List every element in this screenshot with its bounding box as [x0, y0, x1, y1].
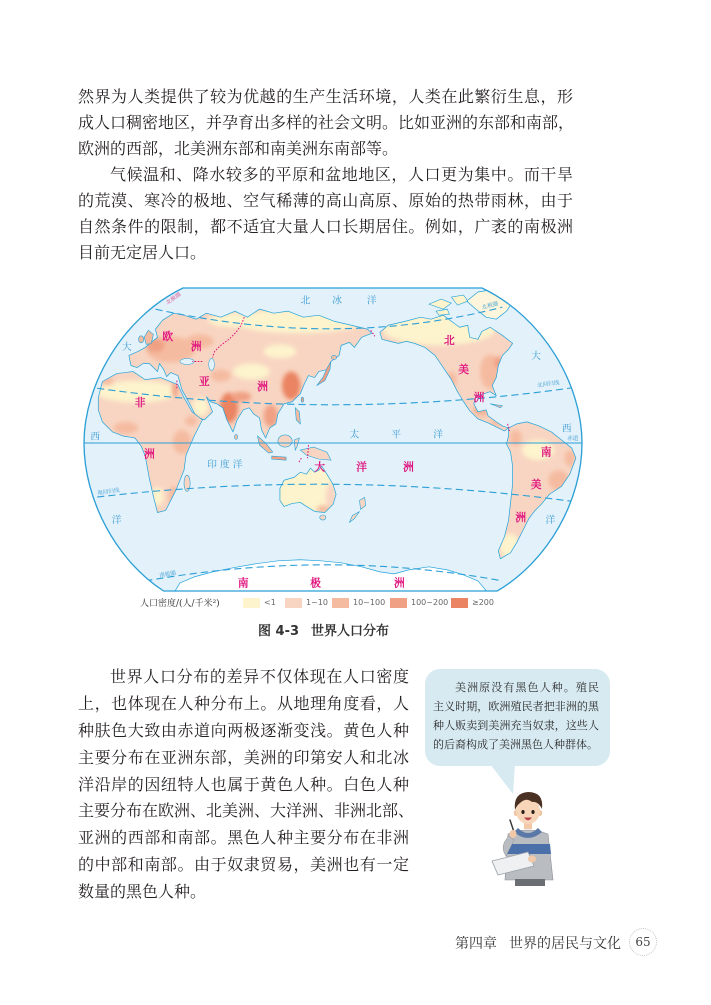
label-antarctica: 洲 — [393, 576, 405, 590]
figure-caption — [258, 620, 390, 639]
chapter-number: 第四章 — [455, 936, 497, 952]
text-line: 气候温和、降水较多的平原和盆地地区，人口更为集中。而干旱 — [110, 165, 573, 184]
label-arctic-ocean: 北 — [300, 295, 311, 307]
label-arctic-ocean: 洋 — [366, 295, 377, 307]
text-line: 的荒漠、寒冷的极地、空气稀薄的高山高原、原始的热带雨林，由于 — [78, 191, 573, 210]
label-europe: 洲 — [190, 339, 202, 353]
pants — [515, 879, 545, 886]
text-line: 的中部和南部。由于奴隶贸易，美洲也有一定 — [78, 855, 409, 875]
label-north-america: 美 — [458, 363, 469, 376]
label-pacific-ocean: 洋 — [433, 429, 443, 441]
label-atlantic-ocean-west: 洋 — [111, 515, 122, 526]
callout-line: 美洲原没有黑色人种。殖民 — [455, 681, 599, 694]
text-line: 上，也体现在人种分布上。从地理角度看，人 — [78, 693, 409, 713]
text-line: 种肤色大致由赤道向两极逐渐变浅。黄色人种 — [78, 720, 409, 740]
label-indian-ocean: 印 度 洋 — [207, 459, 243, 471]
legend-item-over-200 — [451, 597, 494, 608]
label-oceania: 洲 — [403, 460, 414, 474]
text-line: 亚洲的西部和南部。黑色人种主要分布在非洲 — [78, 828, 409, 848]
label-europe: 欧 — [162, 329, 174, 343]
text-line: 主要分布在欧洲、北美洲、大洋洲、非洲北部、 — [78, 801, 415, 821]
density-medium-area — [114, 422, 138, 434]
borneo — [278, 435, 292, 447]
black-sea — [180, 358, 194, 364]
label-atlantic-ocean-east: 大 — [531, 350, 541, 362]
label-africa: 洲 — [143, 447, 155, 461]
text-line: 世界人口分布的差异不仅体现在人口密度 — [110, 667, 409, 686]
label-atlantic-ocean-east: 洋 — [545, 515, 556, 526]
density-medium-area — [185, 416, 197, 426]
iceland — [124, 319, 134, 324]
label-arctic-circle: 北极圈 — [481, 301, 500, 312]
page-footer — [455, 933, 621, 953]
paragraph-2 — [78, 162, 573, 266]
page-number-badge — [629, 928, 657, 956]
label-atlantic-ocean-west: 西 — [90, 431, 101, 443]
student-character-illustration — [488, 784, 568, 894]
legend-swatch — [243, 598, 260, 608]
legend-label: 10~100 — [353, 598, 386, 607]
label-antarctic-circle: 南极圈 — [158, 570, 177, 580]
callout-line: 的后裔构成了美洲黑色人种群体。 — [433, 738, 598, 751]
callout-text — [433, 678, 599, 754]
page-number: 65 — [635, 935, 651, 949]
sri-lanka — [235, 434, 238, 439]
tasmania — [320, 515, 326, 520]
label-africa: 非 — [134, 396, 146, 410]
legend-item-100-200 — [390, 597, 448, 608]
label-pacific-ocean: 平 — [391, 429, 402, 441]
legend-label: <1 — [264, 598, 276, 607]
label-south-america: 洲 — [515, 511, 527, 524]
callout-line: 种人贩卖到美洲充当奴隶，这些人 — [433, 719, 599, 732]
hand — [510, 830, 517, 838]
label-pacific-ocean: 太 — [349, 429, 360, 441]
density-medium-area — [510, 430, 522, 446]
label-south-america: 南 — [540, 445, 552, 459]
text-line: 洋沿岸的因纽特人也属于黄色人种。白色人种 — [78, 774, 409, 794]
label-north-america: 北 — [443, 333, 455, 347]
paragraph-3 — [78, 664, 415, 906]
label-arctic-circle: 北极圈 — [165, 291, 183, 307]
eye — [521, 810, 524, 814]
hokkaido — [331, 355, 336, 359]
chapter-title: 世界的居民与文化 — [509, 936, 621, 952]
label-tropic-of-capricorn: 南回归线 — [96, 487, 121, 497]
legend-swatch — [332, 598, 349, 608]
legend-item-1-10 — [285, 597, 328, 608]
figure-title: 世界人口分布 — [311, 624, 390, 639]
legend-swatch — [285, 598, 302, 608]
legend-label: 1~10 — [306, 598, 328, 607]
text-line: 目前无定居人口。 — [78, 243, 207, 262]
label-atlantic-ocean-west: 大 — [122, 341, 132, 353]
label-antarctica: 南 — [237, 576, 249, 590]
label-south-america: 美 — [530, 477, 542, 491]
world-population-map — [84, 287, 582, 592]
legend-label: 100~200 — [411, 598, 449, 607]
eye — [531, 810, 534, 814]
density-high-area — [231, 392, 251, 402]
legend-swatch — [451, 598, 468, 608]
label-antarctica: 极 — [310, 576, 322, 590]
legend-title: 人口密度/(人/千米²) — [140, 599, 220, 609]
text-line: 成人口稠密地区，并孕育出多样的社会文明。比如亚洲的东部和南部， — [78, 113, 575, 132]
java — [272, 456, 286, 460]
caspian-sea — [209, 358, 215, 370]
text-line: 欧洲的西部，北美洲东部和南美洲东南部等。 — [78, 139, 399, 158]
callout-line: 主义时期，欧洲殖民者把非洲的黑 — [433, 700, 599, 713]
ireland — [139, 336, 144, 343]
label-asia: 亚 — [199, 375, 210, 389]
hand — [528, 856, 536, 863]
legend-item-10-100 — [332, 597, 385, 608]
text-line: 主要分布在亚洲东部，美洲的印第安人和北冰 — [78, 747, 409, 767]
label-equator: 赤道 — [567, 436, 579, 442]
taiwan — [301, 397, 303, 402]
paragraph-1 — [78, 84, 573, 162]
density-medium-area — [211, 370, 231, 382]
upper-text-block — [78, 84, 573, 266]
label-oceania: 洋 — [356, 460, 367, 474]
figure-number: 图 4-3 — [258, 624, 300, 639]
density-very-high-area — [282, 372, 300, 400]
text-line: 然界为人类提供了较为优越的生产生活环境，人类在此繁衍生息，形 — [78, 87, 573, 106]
label-asia: 洲 — [257, 380, 268, 394]
label-arctic-ocean: 冰 — [332, 295, 342, 307]
label-oceania: 大 — [314, 460, 326, 474]
density-low-area — [264, 344, 297, 358]
label-north-america: 洲 — [473, 391, 485, 405]
legend-item-under-1 — [243, 597, 276, 608]
legend-swatch — [390, 598, 407, 608]
text-line: 自然条件的限制，都不适宜大量人口长期居住。例如，广袤的南极洲 — [78, 217, 573, 236]
text-line: 数量的黑色人种。 — [78, 882, 207, 902]
label-tropic-of-cancer: 北回归线 — [536, 380, 560, 390]
legend-label: ≥200 — [472, 598, 494, 607]
density-low-area — [233, 364, 270, 380]
label-atlantic-ocean-east: 西 — [561, 423, 572, 435]
